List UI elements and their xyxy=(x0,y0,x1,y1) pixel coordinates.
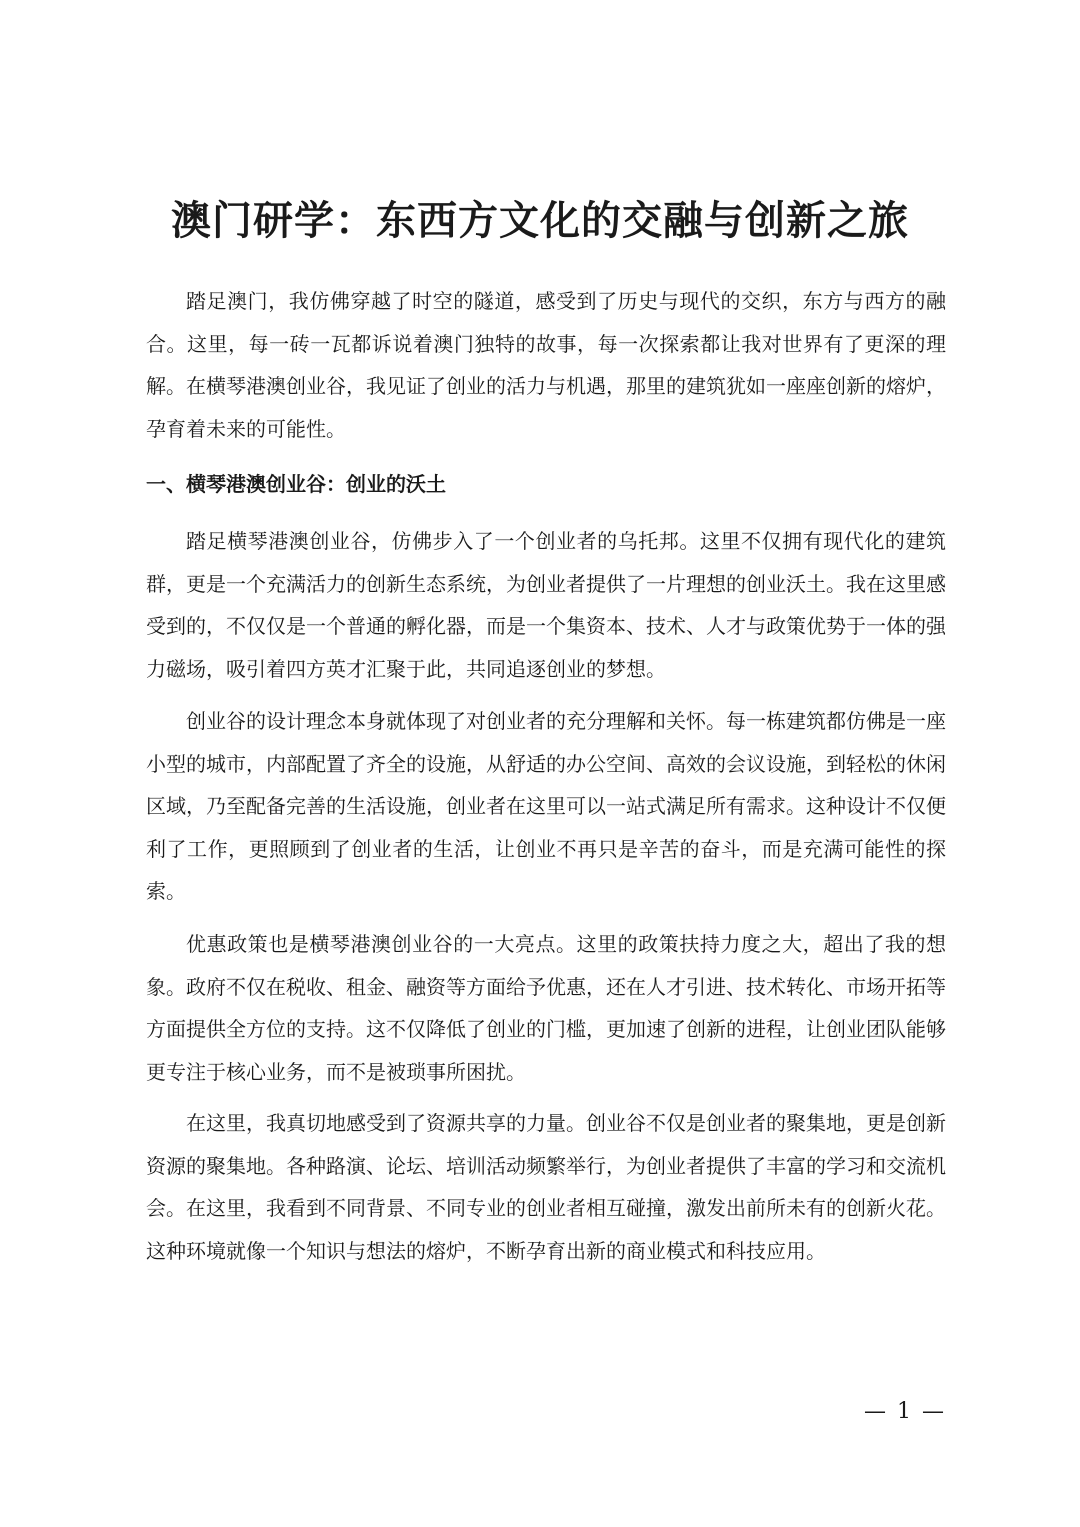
page-title: 澳门研学：东西方文化的交融与创新之旅 xyxy=(171,197,909,244)
intro-paragraph: 踏足澳门，我仿佛穿越了时空的隧道，感受到了历史与现代的交织，东方与西方的融合。这里，每一砖一瓦都诉说着澳门独特的故事，每一次探索都让我对世界有了更深的理解。在横琴港澳创业谷，我见证了创业的活力与机遇，那里的建筑犹如一座座创新的熔炉，孕育着未来的可能性。 xyxy=(146,289,946,441)
section-paragraph-3: 优惠政策也是横琴港澳创业谷的一大亮点。这里的政策扶持力度之大，超出了我的想象。政府不仅在税收、租金、融资等方面给予优惠，还在人才引进、技术转化、市场开拓等方面提供全方位的支持。这不仅降低了创业的门槛，更加速了创新的进程，让创业团队能够更专注于核心业务，而不是被琐事所困扰。 xyxy=(146,932,946,1084)
page-number: — 1 — xyxy=(864,1399,946,1424)
section-paragraph-1: 踏足横琴港澳创业谷，仿佛步入了一个创业者的乌托邦。这里不仅拥有现代化的建筑群，更是一个充满活力的创新生态系统，为创业者提供了一片理想的创业沃土。我在这里感受到的，不仅仅是一个普通的孵化器，而是一个集资本、技术、人才与政策优势于一体的强力磁场，吸引着四方英才汇聚于此，共同追逐创业的梦想。 xyxy=(146,529,946,681)
section-paragraph-2: 创业谷的设计理念本身就体现了对创业者的充分理解和关怀。每一栋建筑都仿佛是一座小型的城市，内部配置了齐全的设施，从舒适的办公空间、高效的会议设施，到轻松的休闲区域，乃至配备完善的生活设施，创业者在这里可以一站式满足所有需求。这种设计不仅便利了工作，更照顾到了创业者的生活，让创业不再只是辛苦的奋斗，而是充满可能性的探索。 xyxy=(146,709,946,903)
section-heading: 一、横琴港澳创业谷：创业的沃土 xyxy=(146,472,446,496)
section-paragraph-4: 在这里，我真切地感受到了资源共享的力量。创业谷不仅是创业者的聚集地，更是创新资源的聚集地。各种路演、论坛、培训活动频繁举行，为创业者提供了丰富的学习和交流机会。在这里，我看到不同背景、不同专业的创业者相互碰撞，激发出前所未有的创新火花。这种环境就像一个知识与想法的熔炉，不断孕育出新的商业模式和科技应用。 xyxy=(146,1111,946,1263)
